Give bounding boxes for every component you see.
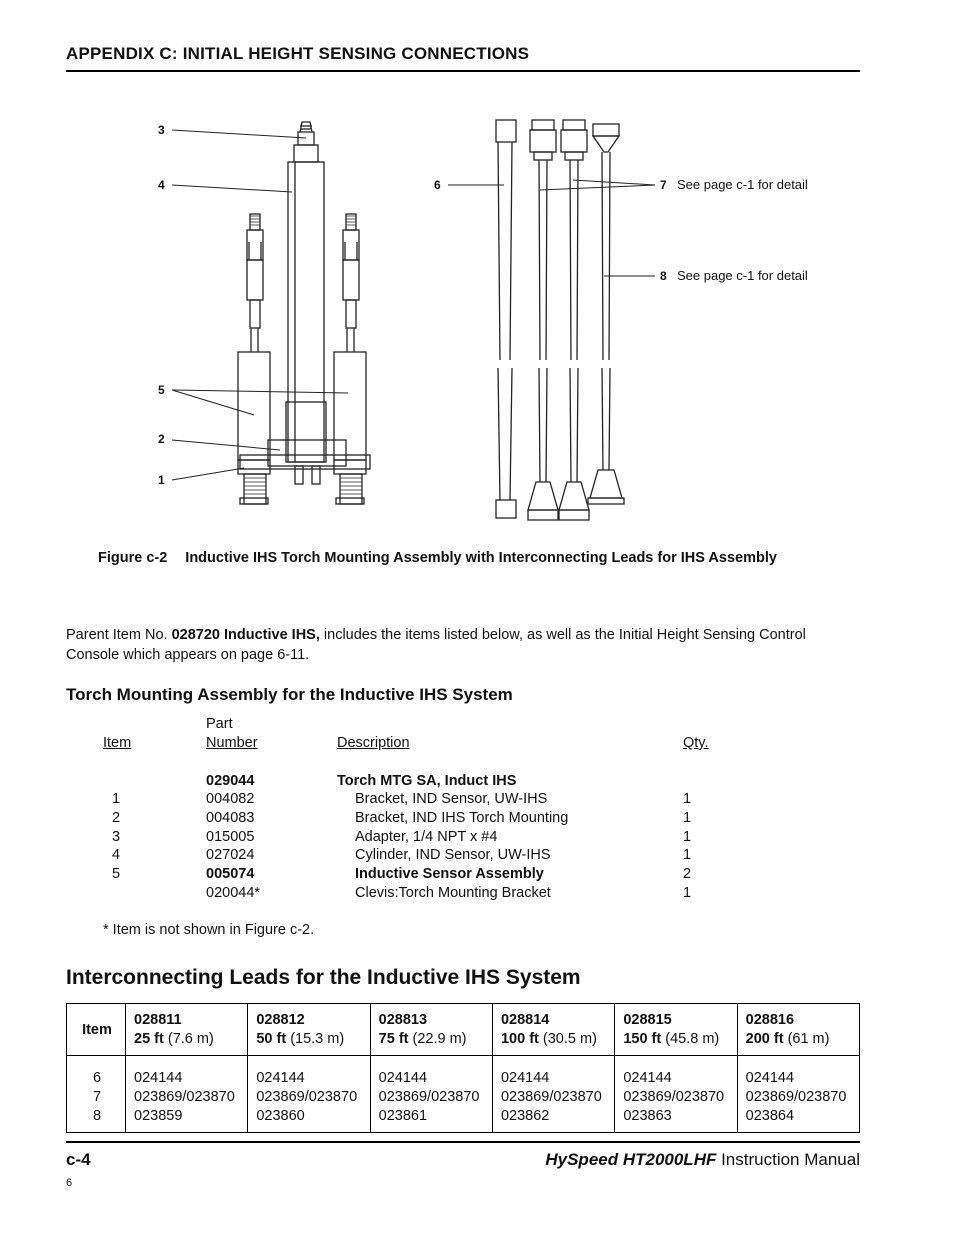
leads-col-header: 028812 50 ft (15.3 m) bbox=[248, 1004, 370, 1056]
callout-2: 2 bbox=[158, 432, 165, 446]
row-qty: 2 bbox=[683, 866, 692, 882]
leads-values: 024144 023869/023870 023860 bbox=[248, 1056, 370, 1133]
row-item: 5 bbox=[112, 866, 121, 882]
row-item: 4 bbox=[112, 847, 121, 863]
parent-description: Torch MTG SA, Induct IHS bbox=[337, 773, 517, 789]
row-qty: 1 bbox=[683, 829, 692, 845]
row-part: 004082 bbox=[206, 791, 255, 807]
callout-1: 1 bbox=[158, 473, 165, 487]
leads-header-item: Item bbox=[67, 1004, 126, 1056]
row-description: Bracket, IND Sensor, UW-IHS bbox=[355, 791, 548, 807]
footnote: * Item is not shown in Figure c-2. bbox=[103, 922, 315, 938]
row-part: 020044* bbox=[206, 885, 261, 901]
row-part: 004083 bbox=[206, 810, 255, 826]
figure-caption-text: Inductive IHS Torch Mounting Assembly with Interconnecting Leads for IHS Assembly bbox=[185, 550, 777, 566]
callout-6: 6 bbox=[434, 178, 441, 192]
row-qty: 1 bbox=[683, 791, 692, 807]
header-qty: Qty. bbox=[683, 735, 709, 751]
torch-section-title: Torch Mounting Assembly for the Inductive IHS System bbox=[66, 685, 513, 704]
leads-body-row bbox=[67, 1056, 860, 1133]
intro-prefix: Parent Item No. bbox=[66, 627, 172, 643]
page-header-title: APPENDIX C: INITIAL HEIGHT SENSING CONNECTIONS bbox=[66, 44, 530, 63]
header-description: Description bbox=[337, 735, 410, 751]
leads-values: 024144 023869/023870 023863 bbox=[615, 1056, 737, 1133]
footer-manual-title bbox=[545, 1150, 860, 1170]
leads-values: 024144 023869/023870 023859 bbox=[126, 1056, 248, 1133]
leads-col-header: 028813 75 ft (22.9 m) bbox=[370, 1004, 492, 1056]
row-description: Cylinder, IND Sensor, UW-IHS bbox=[355, 847, 551, 863]
row-item: 3 bbox=[112, 829, 121, 845]
row-description: Clevis:Torch Mounting Bracket bbox=[355, 885, 551, 901]
row-description: Bracket, IND IHS Torch Mounting bbox=[355, 810, 569, 826]
leads-col-header: 028814 100 ft (30.5 m) bbox=[492, 1004, 614, 1056]
intro-suffix: includes the items listed below, as well as the Initial Height Sensing Control Console which appears on page 6-11. bbox=[66, 627, 806, 663]
row-qty: 1 bbox=[683, 847, 692, 863]
figure-c2-illustration bbox=[150, 110, 850, 530]
row-qty: 1 bbox=[683, 885, 692, 901]
header-part-number: Number bbox=[206, 735, 258, 751]
leads-header-row bbox=[67, 1004, 860, 1056]
callout-7-note: See page c-1 for detail bbox=[677, 177, 808, 192]
row-qty: 1 bbox=[683, 810, 692, 826]
footer-page-label: c-4 bbox=[66, 1150, 91, 1169]
row-description: Inductive Sensor Assembly bbox=[355, 866, 544, 882]
callout-8: 8 bbox=[660, 269, 667, 283]
row-part: 027024 bbox=[206, 847, 255, 863]
leads-table bbox=[66, 1003, 860, 1133]
row-part: 015005 bbox=[206, 829, 255, 845]
intro-paragraph bbox=[66, 626, 860, 665]
figure-caption-label: Figure c-2 bbox=[98, 550, 168, 566]
row-item: 2 bbox=[112, 810, 121, 826]
leads-col-header: 028815 150 ft (45.8 m) bbox=[615, 1004, 737, 1056]
parent-part: 029044 bbox=[206, 773, 255, 789]
leads-col-header: 028816 200 ft (61 m) bbox=[737, 1004, 859, 1056]
callout-3: 3 bbox=[158, 123, 165, 137]
figure-caption bbox=[98, 550, 777, 566]
leads-section-title: Interconnecting Leads for the Inductive IHS System bbox=[66, 966, 581, 989]
leads-values: 024144 023869/023870 023864 bbox=[737, 1056, 859, 1133]
footer-brand: HySpeed HT2000LHF bbox=[545, 1150, 717, 1169]
intro-parent-item: 028720 Inductive IHS, bbox=[171, 627, 320, 643]
footer-manual: Instruction Manual bbox=[716, 1150, 860, 1169]
header-item: Item bbox=[103, 735, 132, 751]
footer-page-number: 6 bbox=[66, 1177, 73, 1189]
callout-5: 5 bbox=[158, 383, 165, 397]
callout-7: 7 bbox=[660, 178, 667, 192]
row-item: 1 bbox=[112, 791, 121, 807]
header-part-top: Part bbox=[206, 716, 233, 732]
row-part: 005074 bbox=[206, 866, 255, 882]
header-rule bbox=[66, 70, 860, 72]
leads-col-header: 028811 25 ft (7.6 m) bbox=[126, 1004, 248, 1056]
leads-values: 024144 023869/023870 023862 bbox=[492, 1056, 614, 1133]
row-description: Adapter, 1/4 NPT x #4 bbox=[355, 829, 498, 845]
callout-8-note: See page c-1 for detail bbox=[677, 268, 808, 283]
leads-items: 6 7 8 bbox=[67, 1056, 126, 1133]
callout-4: 4 bbox=[158, 178, 165, 192]
leads-values: 024144 023869/023870 023861 bbox=[370, 1056, 492, 1133]
footer-rule bbox=[66, 1141, 860, 1143]
